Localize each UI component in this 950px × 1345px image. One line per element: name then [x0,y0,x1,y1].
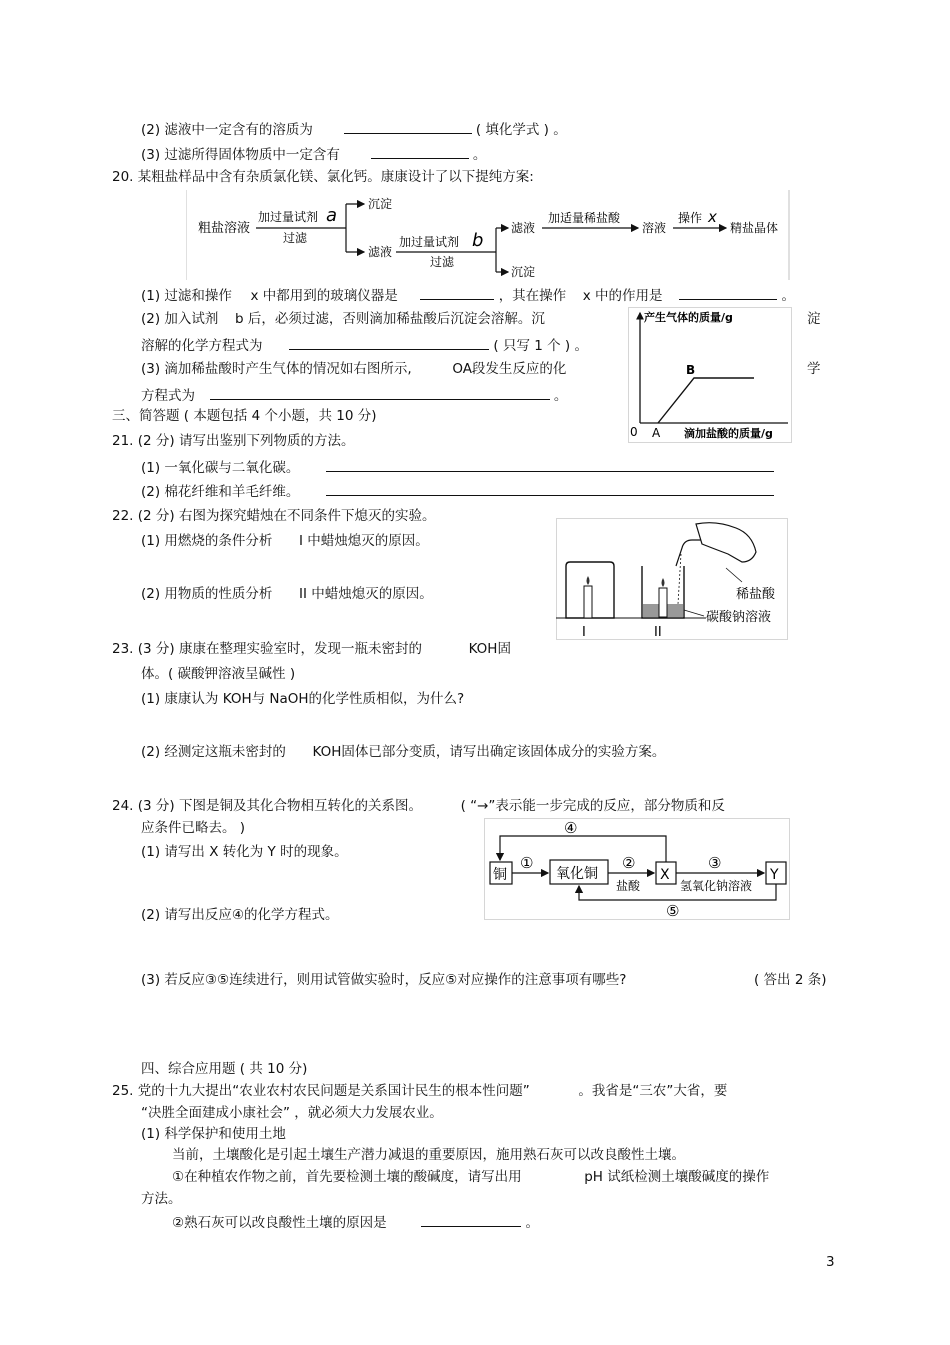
flow-filtrate-2: 滤液 [511,221,536,235]
label-copper-oxide: 氧化铜 [556,866,598,882]
answer-blank[interactable] [344,119,472,134]
q20-part2-line1 [141,310,545,328]
flow-step1-var: a [326,205,338,226]
flow-start: 粗盐溶液 [198,221,251,236]
label-reaction-2: ② [622,854,636,872]
q24-stem-line1 [112,797,725,815]
q24-part2: (2) 请写出反应④的化学方程式。 [141,907,339,923]
page-number: 3 [826,1254,835,1270]
q23-stem-text-b: KOH固 [468,641,511,657]
flow-step1-label: 加过量试剂 [258,210,319,224]
q19-part2-text: (2) 滤液中一定含有的溶质为 [141,122,313,138]
q24-stem-line2: 应条件已略去。 ) [141,820,246,836]
q21-stem: 21. (2 分) 请写出鉴别下列物质的方法。 [112,433,355,449]
gas-mass-graph [628,307,792,443]
flow-step2-var: b [472,230,484,251]
answer-blank[interactable] [420,285,494,300]
label-reaction-5: ⑤ [666,902,680,920]
flow-step2-label: 加过量试剂 [399,235,460,249]
q23-stem-text-a: 23. (3 分) 康康在整理实验室时，发现一瓶未密封的 [112,641,422,657]
answer-blank[interactable] [679,285,777,300]
q25-stem-text-a: 25. 党的十九大提出“农业农村农民问题是关系国计民生的根本性问题” [112,1083,530,1099]
q24-part3 [141,971,626,989]
q20-part3-wrap: 学 [807,361,821,377]
q25-intro: 当前，土壤酸化是引起土壤生产潜力减退的重要原因，施用熟石灰可以改良酸性土壤。 [172,1147,685,1163]
candle-1 [584,586,592,618]
q20-part2-wrap: 淀 [807,311,821,327]
q22-part2 [141,585,433,603]
q19-part2-tail: ( 填化学式 ) 。 [475,122,567,138]
q22-part1 [141,532,429,550]
answer-blank[interactable] [326,457,774,472]
q20-part3-line1 [141,360,566,378]
answer-blank[interactable] [371,144,469,159]
q20-part2-text-d: 溶解的化学方程式为 [141,338,263,354]
label-beaker-2: II [654,625,662,640]
q20-part1-text-b: x 中都用到的玻璃仪器是 [250,288,398,304]
flow-precipitate-2: 沉淀 [511,265,536,279]
q23-part1: (1) 康康认为 KOH与 NaOH的化学性质相似，为什么? [141,691,465,707]
label-x: X [660,867,670,883]
graph-x-label: 滴加盐酸的质量/g [684,427,773,440]
flow-step4-var: x [708,208,717,226]
label-reaction-3: ③ [708,854,722,872]
flow-step2-bottom: 过滤 [430,255,455,269]
q23-part2-text-b: KOH固体已部分变质，请写出确定该固体成分的实验方案。 [312,744,666,760]
candle-experiment-figure [556,518,788,640]
flame-1-icon [587,576,590,585]
q20-part3-line2 [141,385,567,405]
copper-relation-diagram [484,818,790,920]
q22-part2-text-a: (2) 用物质的性质分析 [141,586,273,602]
graph-origin-label: 0 [630,425,638,439]
q25-stem-text-b: 。我省是“三农”大省，要 [578,1083,728,1099]
q25-q1-text-a: ①在种植农作物之前，首先要检测土壤的酸碱度，请写出用 [172,1169,522,1185]
hand-icon [696,523,756,562]
q20-part1-text-d: x 中的作用是 [582,288,663,304]
label-reaction-4: ④ [564,819,578,837]
flow-product: 精盐晶体 [730,221,779,235]
q22-part1-text-a: (1) 用燃烧的条件分析 [141,533,273,549]
q25-q1-text-b: pH 试纸检测土壤酸碱度的操作 [584,1169,770,1185]
q20-part3-text-e: 。 [553,388,568,404]
q23-stem-line2: 体。( 碳酸钾溶液呈碱性 ) [141,666,296,682]
flow-step1-bottom: 过滤 [283,231,308,245]
q24-part1: (1) 请写出 X 转化为 Y 时的现象。 [141,844,348,860]
q21-part1-text: (1) 一氧化碳与二氧化碳。 [141,460,300,476]
q20-part1-text-c: ，其在操作 [498,288,567,304]
label-reaction-1: ① [520,854,534,872]
gas-curve [658,378,754,423]
q20-flow-diagram [186,190,790,282]
q20-part1-text-a: (1) 过滤和操作 [141,288,232,304]
q21-part2-text: (2) 棉花纤维和羊毛纤维。 [141,484,300,500]
q25-part1: (1) 科学保护和使用土地 [141,1126,286,1142]
q20-part1-end: 。 [781,288,795,304]
candle-2 [659,588,667,617]
label-copper: 铜 [493,867,507,883]
q20-part2-text-e: ( 只写 1 个 ) 。 [493,338,588,354]
label-sodium-carbonate: 碳酸钠溶液 [706,610,772,625]
q20-part3-text-d: 方程式为 [141,388,195,404]
q19-part3 [141,144,486,164]
graph-point-b-label: B [686,363,696,377]
q24-part3-note: ( 答出 2 条) [754,972,827,988]
q25-q2-tail: 。 [525,1215,539,1231]
label-dilute-hcl: 稀盐酸 [736,587,776,602]
answer-blank[interactable] [326,481,774,496]
q24-stem-text-b: ( “→”表示能一步完成的反应，部分物质和反 [460,798,725,814]
q20-part2-line2 [141,335,588,355]
q21-part2 [141,481,774,501]
q19-part3-tail: 。 [472,147,487,163]
q23-part2-text-a: (2) 经测定这瓶未密封的 [141,744,286,760]
q25-stem-line2: “决胜全面建成小康社会” ，就必须大力发展农业。 [141,1105,443,1121]
flow-step3-label: 加适量稀盐酸 [548,211,621,225]
flame-2-icon [662,578,665,587]
q21-part1 [141,457,774,477]
label-y: Y [770,867,779,883]
q20-part1 [141,285,795,305]
q19-part2 [141,119,567,139]
q20-part3-text-a: (3) 滴加稀盐酸时产生气体的情况如右图所示, [141,361,412,377]
q23-part2 [141,743,665,761]
q25-stem-line1 [112,1082,727,1100]
graph-y-label: 产生气体的质量/g [644,311,733,324]
q20-part2-text-a: (2) 加入试剂 [141,311,219,327]
section3-title: 三、简答题 ( 本题包括 4 个小题，共 10 分) [112,408,377,424]
q22-part2-text-b: II 中蜡烛熄灭的原因。 [299,586,433,602]
flow-solution: 溶液 [642,221,667,235]
q20-part2-text-b: b 后，必须过滤，否则滴加稀盐酸后沉淀会溶解。沉 [235,311,545,327]
q19-part3-text: (3) 过滤所得固体物质中一定含有 [141,147,340,163]
label-hydrochloric-acid: 盐酸 [616,879,641,893]
q25-q1-line2: 方法。 [141,1191,182,1207]
q24-stem-text-a: 24. (3 分) 下图是铜及其化合物相互转化的关系图。 [112,798,422,814]
flow-precipitate-1: 沉淀 [368,197,393,211]
answer-blank[interactable] [421,1212,521,1227]
q20-part3-text-b: OA段发生反应的化 [452,361,567,377]
graph-point-a-label: A [652,426,661,440]
label-beaker-1: I [582,625,586,640]
label-naoh-solution: 氢氧化钠溶液 [680,879,753,893]
q20-stem: 20. 某粗盐样品中含有杂质氯化镁、氯化钙。康康设计了以下提纯方案: [112,169,534,185]
flow-step4-label: 操作 [678,211,703,225]
q25-q2-text: ②熟石灰可以改良酸性土壤的原因是 [172,1215,387,1231]
q22-part1-text-b: I 中蜡烛熄灭的原因。 [299,533,429,549]
q25-q1-line1 [172,1168,769,1186]
q23-stem-line1 [112,640,511,658]
q24-part3-text-a: (3) 若反应③⑤连续进行，则用试管做实验时，反应⑤对应操作的注意事项有哪些? [141,972,627,988]
section4-title: 四、综合应用题 ( 共 10 分) [141,1061,308,1077]
answer-blank[interactable] [289,335,489,350]
answer-blank[interactable] [210,385,550,400]
flow-filtrate-1: 滤液 [368,245,393,259]
q22-stem: 22. (2 分) 右图为探究蜡烛在不同条件下熄灭的实验。 [112,508,436,524]
q25-q2 [172,1212,539,1232]
